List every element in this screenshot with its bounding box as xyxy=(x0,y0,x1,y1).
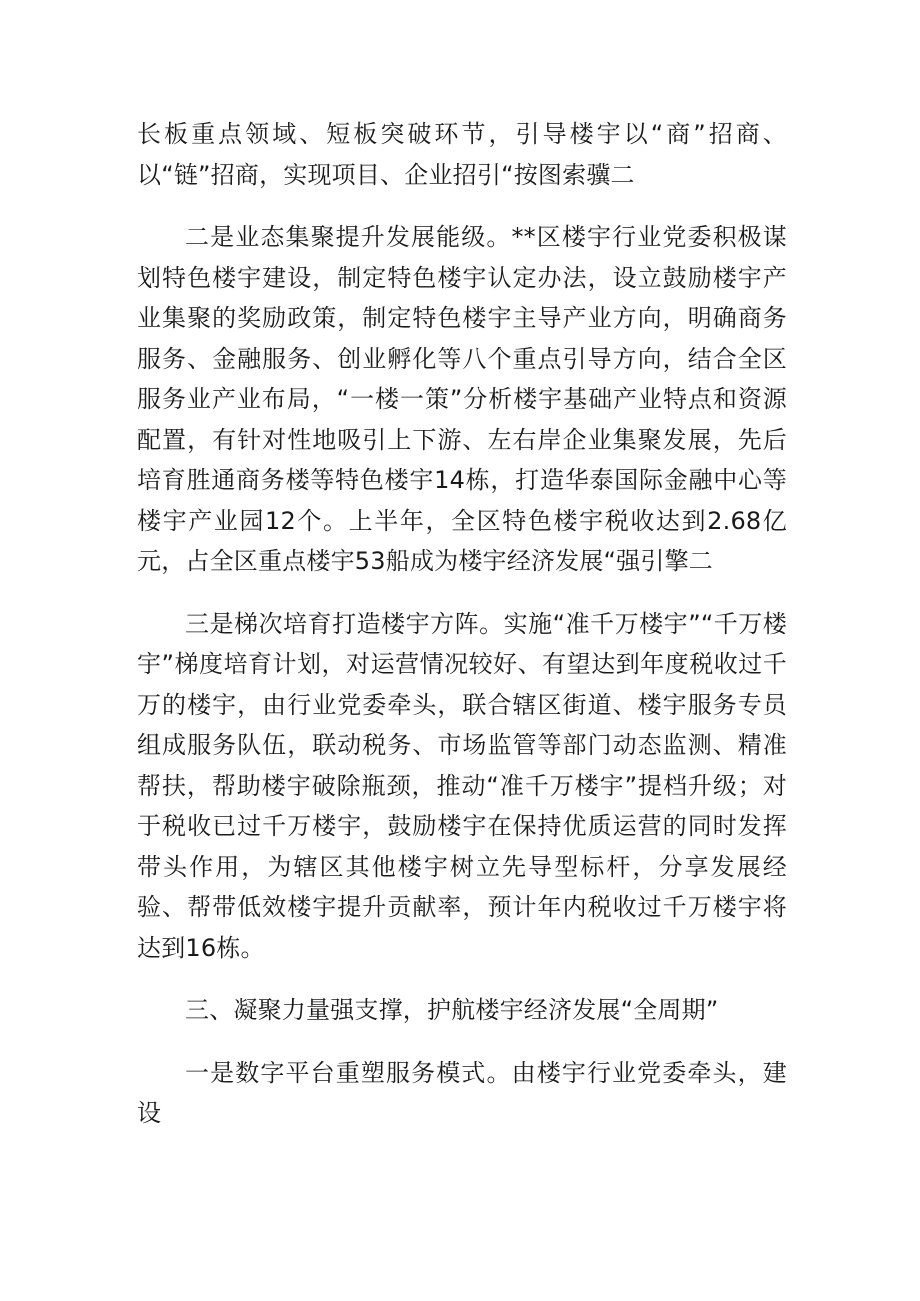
paragraph-digital-platform: 一是数字平台重塑服务模式。由楼宇行业党委牵头，建设 xyxy=(137,1058,787,1127)
paragraph-business-cluster: 二是业态集聚提升发展能级。**区楼宇行业党委积极谋划特色楼宇建设，制定特色楼宇认定办法，设立鼓励楼宇产业集聚的奖励政策，制定特色楼宇主导产业方向，明确商务服务、金融服务、创业孵化等八个重点引导方向，结合全区服务业产业布局，“一楼一策”分析楼宇基础产业特点和资源配置，有针对性地吸引上下游、左右岸企业集聚发展，先后培育胜通商务楼等特色楼宇14栋，打造华泰国际金融中心等楼宇产业园12个。上半年，全区特色楼宇税收达到2.68亿元，占全区重点楼宇53船成为楼宇经济发展“强引擎二 xyxy=(137,223,787,575)
paragraph-continuation: 长板重点领域、短板突破环节，引导楼宇以“商”招商、以“链”招商，实现项目、企业招引“按图索骥二 xyxy=(137,120,787,189)
section-heading-three: 三、凝聚力量强支撑，护航楼宇经济发展“全周期” xyxy=(185,996,719,1024)
document-body xyxy=(137,114,787,1134)
paragraph-tiered-cultivation: 三是梯次培育打造楼宇方阵。实施“准千万楼宇”“千万楼宇”梯度培育计划，对运营情况较好、有望达到年度税收过千万的楼宇，由行业党委牵头，联合辖区街道、楼宇服务专员组成服务队伍，联动税务、市场监管等部门动态监测、精准帮扶，帮助楼宇破除瓶颈，推动“准千万楼宇”提档升级；对于税收已过千万楼宇，鼓励楼宇在保持优质运营的同时发挥带头作用，为辖区其他楼宇树立先导型标杆，分享发展经验、帮带低效楼宇提升贡献率，预计年内税收过千万楼宇将达到16栋。 xyxy=(137,609,787,962)
